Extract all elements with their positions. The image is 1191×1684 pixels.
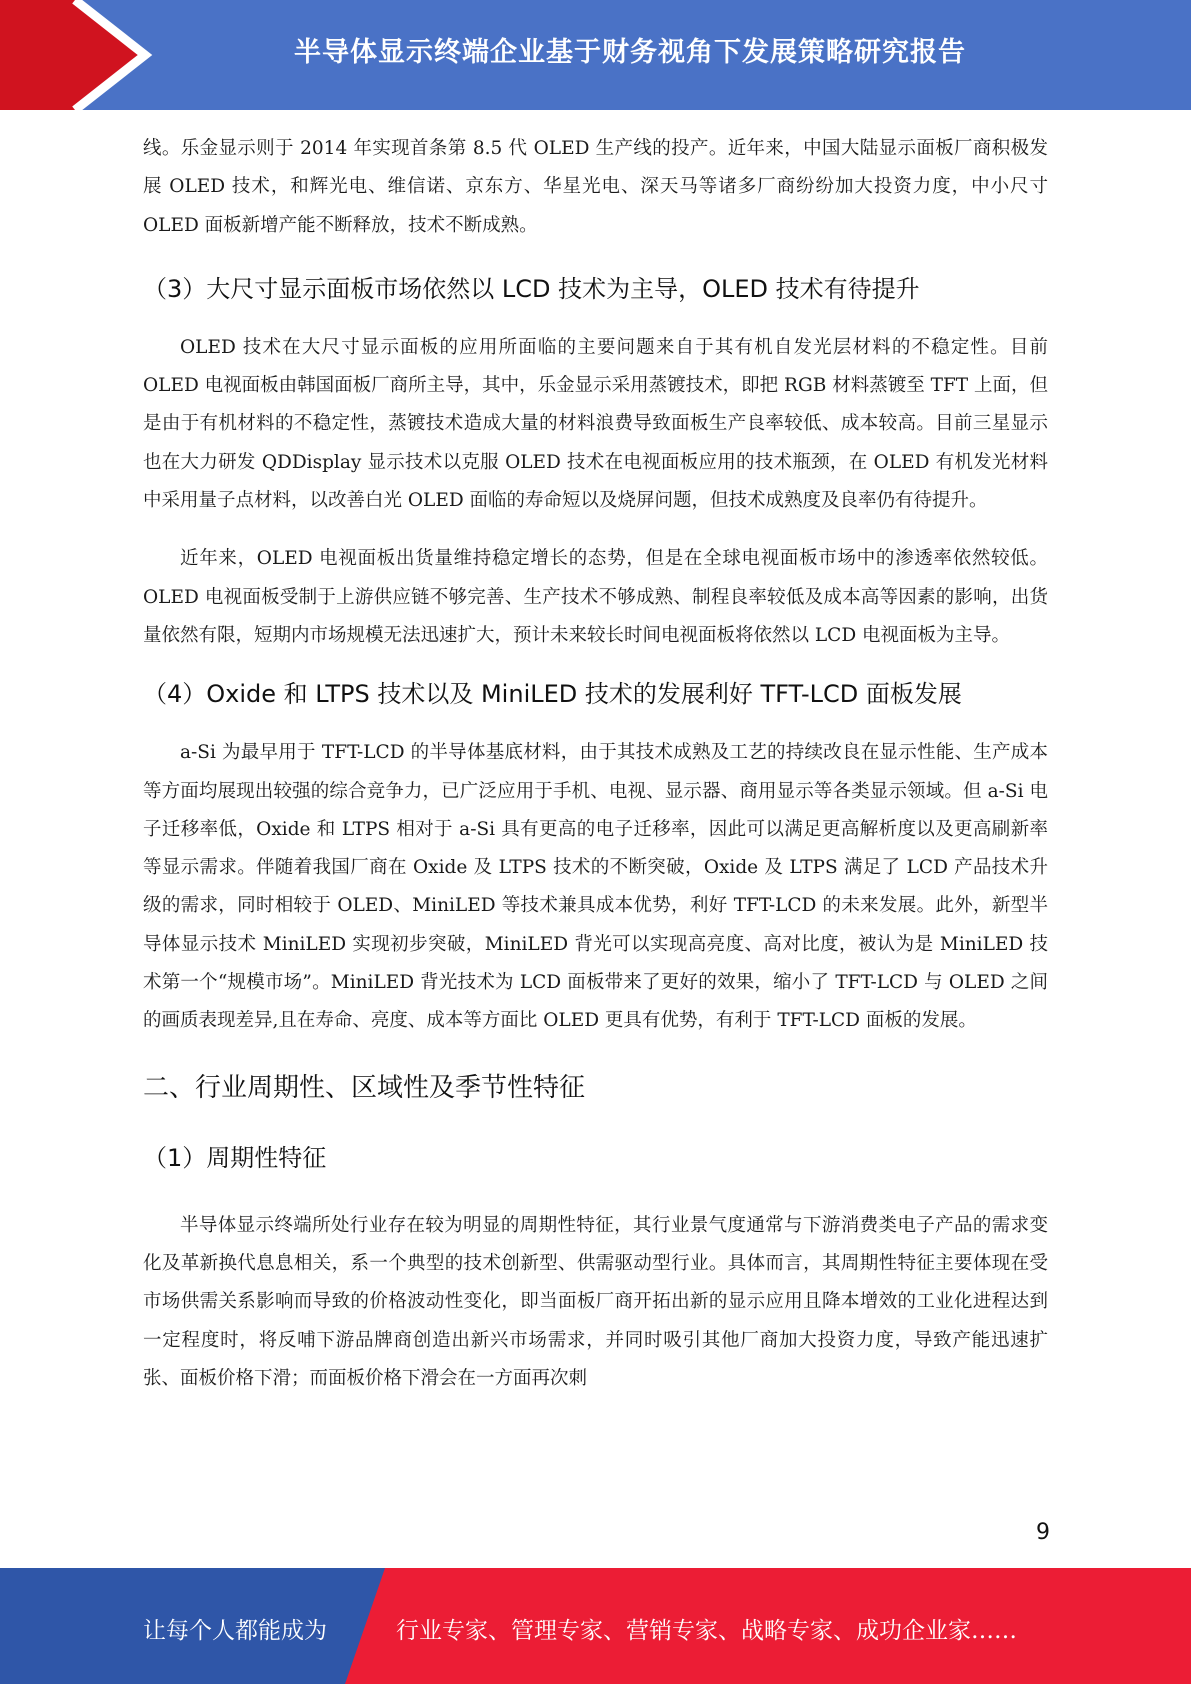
page-header — [0, 0, 1191, 110]
page-footer — [0, 1568, 1191, 1684]
section-2-heading: 二、行业周期性、区域性及季节性特征 — [143, 1072, 586, 1103]
document-body — [143, 130, 1048, 1398]
intro-paragraph: 线。乐金显示则于 2014 年实现首条第 8.5 代 OLED 生产线的投产。近年来，中国大陆显示面板厂商积极发展 OLED 技术，和辉光电、维信诺、京东方、华星光电、深天马等诸多厂商纷纷加大投资力度，中小尺寸 OLED 面板新增产能不断释放，技术不断成熟。 — [143, 138, 1048, 236]
heading-2-1: （1）周期性特征 — [143, 1143, 327, 1172]
page-number: 9 — [1036, 1520, 1050, 1545]
footer-slogan-left: 让每个人都能成为 — [143, 1618, 327, 1644]
paragraph-3-2: 近年来，OLED 电视面板出货量维持稳定增长的态势，但是在全球电视面板市场中的渗透率依然较低。OLED 电视面板受制于上游供应链不够完善、生产技术不够成熟、制程良率较低及成本高等因素的影响，出货量依然有限，短期内市场规模无法迅速扩大，预计未来较长时间电视面板将依然以 LCD 电视面板为主导。 — [143, 548, 1048, 646]
paragraph-2-1: 半导体显示终端所处行业存在较为明显的周期性特征，其行业景气度通常与下游消费类电子产品的需求变化及革新换代息息相关，系一个典型的技术创新型、供需驱动型行业。具体而言，其周期性特征主要体现在受市场供需关系影响而导致的价格波动性变化，即当面板厂商开拓出新的显示应用且降本增效的工业化进程达到一定程度时，将反哺下游品牌商创造出新兴市场需求，并同时吸引其他厂商加大投资力度，导致产能迅速扩张、面板价格下滑；而面板价格下滑会在一方面再次刺 — [143, 1214, 1048, 1389]
paragraph-4-1: a-Si 为最早用于 TFT-LCD 的半导体基底材料，由于其技术成熟及工艺的持续改良在显示性能、生产成本等方面均展现出较强的综合竞争力，已广泛应用于手机、电视、显示器、商用显示等各类显示领域。但 a-Si 电子迁移率低，Oxide 和 LTPS 相对于 a-Si 具有更高的电子迁移率，因此可以满足更高解析度以及更高刷新率等显示需求。伴随着我国厂商在 Oxide 及 LTPS 技术的不断突破，Oxide 及 LTPS 满足了 LCD 产品技术升级的需求，同时相较于 OLED、MiniLED 等技术兼具成本优势，利好 TFT-LCD 的未来发展。此外，新型半导体显示技术 MiniLED 实现初步突破，MiniLED 背光可以实现高亮度、高对比度，被认为是 MiniLED 技术第一个“规模市场”。MiniLED 背光技术为 LCD 面板带来了更好的效果，缩小了 TFT-LCD 与 OLED 之间的画质表现差异,且在寿命、亮度、成本等方面比 OLED 更具有优势，有利于 TFT-LCD 面板的发展。 — [143, 742, 1048, 1032]
heading-4: （4）Oxide 和 LTPS 技术以及 MiniLED 技术的发展利好 TFT-LCD 面板发展 — [143, 680, 962, 709]
chevron-logo-icon — [0, 0, 160, 110]
heading-3: （3）大尺寸显示面板市场依然以 LCD 技术为主导，OLED 技术有待提升 — [143, 274, 920, 303]
paragraph-3-1: OLED 技术在大尺寸显示面板的应用所面临的主要问题来自于其有机自发光层材料的不稳定性。目前 OLED 电视面板由韩国面板厂商所主导，其中，乐金显示采用蒸镀技术，即把 RGB 材料蒸镀至 TFT 上面，但是由于有机材料的不稳定性，蒸镀技术造成大量的材料浪费导致面板生产良率较低、成本较高。目前三星显示也在大力研发 QDDisplay 显示技术以克服 OLED 技术在电视面板应用的技术瓶颈，在 OLED 有机发光材料中采用量子点材料，以改善白光 OLED 面临的寿命短以及烧屏问题，但技术成熟度及良率仍有待提升。 — [143, 336, 1049, 512]
document-title: 半导体显示终端企业基于财务视角下发展策略研究报告 — [294, 37, 966, 68]
footer-slogan-right: 行业专家、管理专家、营销专家、战略专家、成功企业家…… — [396, 1618, 1017, 1644]
